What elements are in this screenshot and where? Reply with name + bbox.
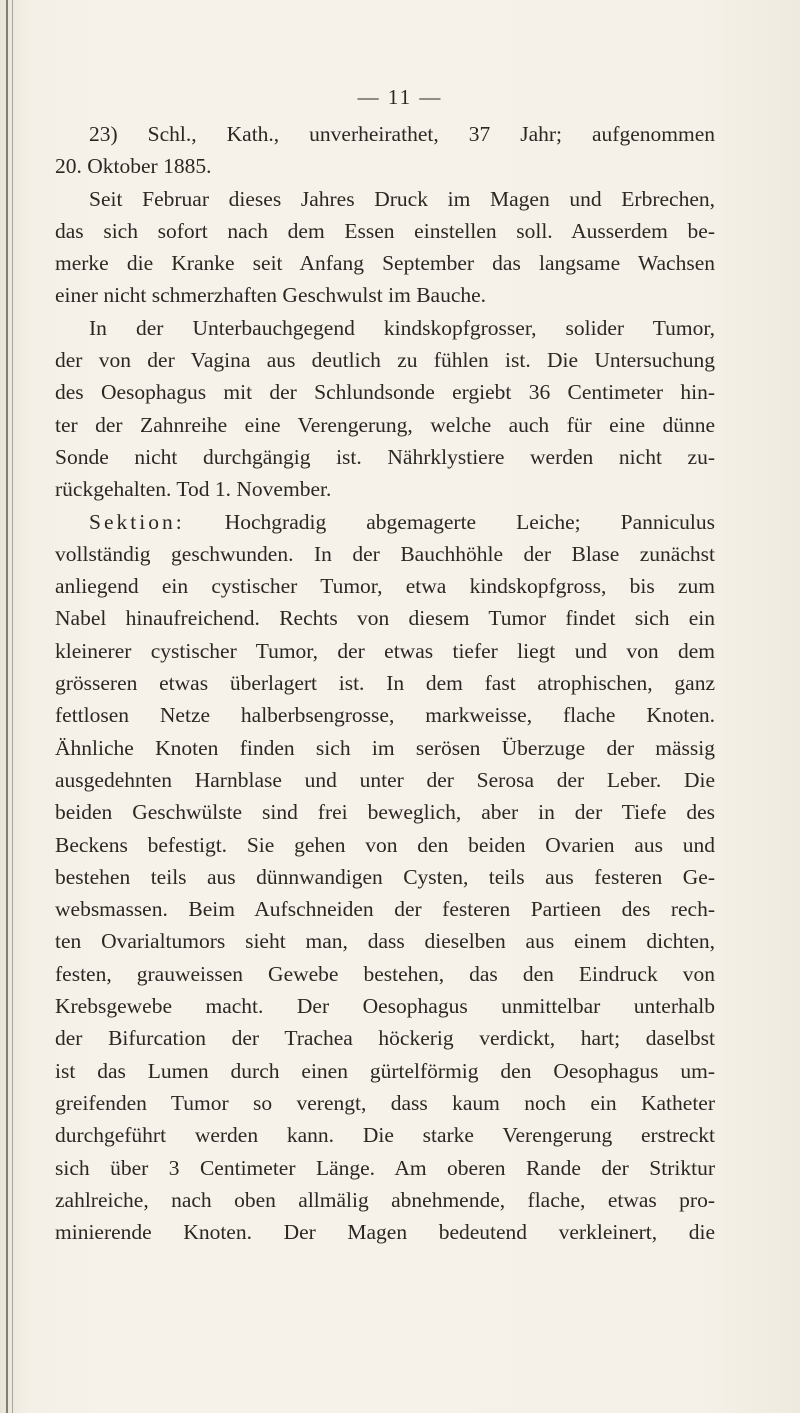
section-text: Hochgradig abgemagerte Leiche; Panniculus [224,509,715,534]
text-line: In der Unterbauchgegend kindskopfgrosser, solider Tumor, [89,315,715,340]
text-line: 23) Schl., Kath., unverheirathet, 37 Jahr; aufgenommen [89,122,715,146]
text-line: anliegend ein cystischer Tumor, etwa kindskopfgross, bis zum [55,574,715,599]
text-line: das sich sofort nach dem Essen einstellen soll. Ausserdem be- [55,218,715,243]
text-line: Sonde nicht durchgängig ist. Nährklystiere werden nicht zu- [55,444,715,469]
text-line: fettlosen Netze halberbsengrosse, markweisse, flache Knoten. [55,703,715,728]
text-line: ter der Zahnreihe eine Verengerung, welche auch für eine dünne [55,412,715,437]
text-line: ausgedehnten Harnblase und unter der Serosa der Leber. Die [55,767,715,792]
text-line: des Oesophagus mit der Schlundsonde ergiebt 36 Centimeter hin- [55,380,715,405]
page-number: — 11 — [357,85,443,109]
text-line: rückgehalten. Tod 1. November. [55,477,332,502]
text-line: der Bifurcation der Trachea höckerig verdickt, hart; daselbst [55,1026,715,1051]
text-line: merke die Kranke seit Anfang September das langsame Wachsen [55,251,715,276]
text-line: 20. Oktober 1885. [55,154,212,179]
text-line: kleinerer cystischer Tumor, der etwas tiefer liegt und von dem [55,638,715,663]
text-line-section [55,506,715,538]
text-line: vollständig geschwunden. In der Bauchhöhle der Blase zunächst [55,541,715,566]
text-line: festen, grauweissen Gewebe bestehen, das den Eindruck von [55,961,715,986]
binding-edge [6,0,8,1413]
text-line: ten Ovarialtumors sieht man, dass dieselben aus einem dichten, [55,929,715,954]
text-line: Krebsgewebe macht. Der Oesophagus unmittelbar unterhalb [55,994,715,1019]
text-line: Nabel hinaufreichend. Rechts von diesem Tumor findet sich ein [55,606,715,631]
body-text [55,118,715,1248]
text-line: ist das Lumen durch einen gürtelförmig den Oesophagus um- [55,1058,715,1083]
text-line: der von der Vagina aus deutlich zu fühlen ist. Die Untersuchung [55,348,715,373]
binding-edge-shadow [12,0,13,1413]
text-line: beiden Geschwülste sind frei beweglich, aber in der Tiefe des [55,800,715,825]
section-label: Sektion: [89,509,185,534]
text-line: einer nicht schmerzhaften Geschwulst im Bauche. [55,283,487,308]
text-line: Beckens befestigt. Sie gehen von den beiden Ovarien aus und [55,832,715,857]
text-line: durchgeführt werden kann. Die starke Verengerung erstreckt [55,1123,715,1148]
text-line: grösseren etwas überlagert ist. In dem fast atrophischen, ganz [55,671,715,696]
text-line: zahlreiche, nach oben allmälig abnehmende, flache, etwas pro- [55,1187,715,1212]
text-line: sich über 3 Centimeter Länge. Am oberen Rande der Striktur [55,1155,715,1180]
text-line: minierende Knoten. Der Magen bedeutend verkleinert, die [55,1220,715,1245]
text-line: bestehen teils aus dünnwandigen Cysten, teils aus festeren Ge- [55,864,715,889]
text-line: websmassen. Beim Aufschneiden der festeren Partieen des rech- [55,897,715,922]
text-line: greifenden Tumor so verengt, dass kaum noch ein Katheter [55,1090,715,1115]
text-line: Ähnliche Knoten finden sich im serösen Überzuge der mässig [55,735,715,760]
text-line: Seit Februar dieses Jahres Druck im Magen und Erbrechen, [89,186,715,211]
